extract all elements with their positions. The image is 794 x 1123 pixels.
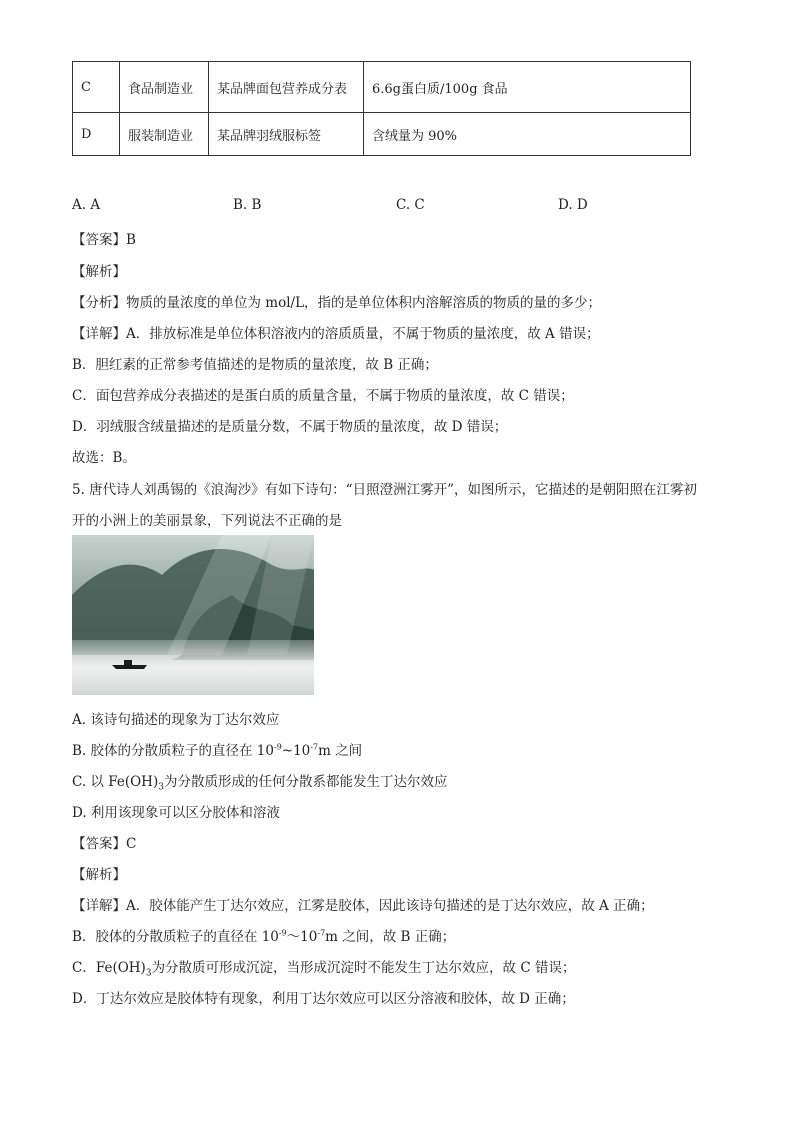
fenxi-text: 物质的量浓度的单位为 mol/L，指的是单位体积内溶解溶质的物质的量的多少； xyxy=(126,295,602,311)
text: B．胶体的分散质粒子的直径在 10 xyxy=(72,929,279,945)
answer-line xyxy=(72,228,136,248)
row-industry: 服装制造业 xyxy=(120,113,209,156)
subscript: 3 xyxy=(145,968,152,979)
detail-line-b: B．胆红素的正常参考值描述的是物质的量浓度，故 B 正确； xyxy=(72,357,438,373)
q5-detail-line-a xyxy=(72,894,654,914)
detail-text: A．排放标准是单位体积溶液内的溶质质量，不属于物质的量浓度，故 A 错误； xyxy=(126,326,600,342)
text: C. 以 Fe(OH) xyxy=(72,774,159,790)
q5-detail-line-c xyxy=(72,956,575,979)
text: 为分散质形成的任何分散系都能发生丁达尔效应 xyxy=(163,774,448,790)
text: ～10 xyxy=(286,929,318,945)
detail-line-d: D．羽绒服含绒量描述的是质量分数，不属于物质的量浓度，故 D 错误； xyxy=(72,419,508,435)
row-label: D xyxy=(73,113,120,156)
q5-analysis-tag: 【解析】 xyxy=(72,867,126,883)
detail-tag: 【详解】 xyxy=(72,898,126,914)
analysis-tag: 【解析】 xyxy=(72,264,126,280)
q5-stem-line2: 开的小洲上的美丽景象，下列说法不正确的是 xyxy=(72,513,342,529)
table-row xyxy=(73,62,691,113)
row-value: 6.6g蛋白质/100g 食品 xyxy=(364,62,691,113)
q5-option-b xyxy=(72,739,362,759)
table-row xyxy=(73,113,691,156)
text: B. 胶体的分散质粒子的直径在 10 xyxy=(72,743,274,759)
detail-line-c: C．面包营养成分表描述的是蛋白质的质量含量，不属于物质的量浓度，故 C 错误； xyxy=(72,388,574,404)
option-b: B. B xyxy=(233,197,262,213)
option-d: D. D xyxy=(558,197,588,213)
text: C．Fe(OH) xyxy=(72,960,146,976)
subscript: 3 xyxy=(158,782,164,793)
exponent: -7 xyxy=(317,928,326,938)
row-item: 某品牌羽绒服标签 xyxy=(209,113,364,156)
q5-option-a: A. 该诗句描述的现象为丁达尔效应 xyxy=(72,712,280,728)
detail-tag: 【详解】 xyxy=(72,326,126,342)
exponent: -9 xyxy=(273,742,282,752)
option-a: A. A xyxy=(72,197,101,213)
text: m 之间 xyxy=(318,743,363,759)
text: 为分散质可形成沉淀，当形成沉淀时不能发生丁达尔效应，故 C 错误； xyxy=(151,960,576,976)
fenxi-tag: 【分析】 xyxy=(72,295,126,311)
row-item: 某品牌面包营养成分表 xyxy=(209,62,364,113)
answer-tag: 【答案】 xyxy=(72,836,126,852)
fenxi-line xyxy=(72,291,601,311)
detail-text: A．胶体能产生丁达尔效应，江雾是胶体，因此该诗句描述的是丁达尔效应，故 A 正确； xyxy=(126,898,654,914)
answer-value: B xyxy=(126,232,136,248)
text: m 之间，故 B 正确； xyxy=(325,929,456,945)
q5-option-d: D. 利用该现象可以区分胶体和溶液 xyxy=(72,805,280,821)
row-industry: 食品制造业 xyxy=(120,62,209,113)
exponent: -7 xyxy=(310,742,319,752)
option-c: C. C xyxy=(396,197,425,213)
row-value: 含绒量为 90% xyxy=(364,113,691,156)
q5-stem-line1: 5. 唐代诗人刘禹锡的《浪淘沙》有如下诗句：“日照澄洲江雾开”，如图所示，它描述的是朝阳照在江雾初 xyxy=(72,482,697,498)
exponent: -9 xyxy=(278,928,287,938)
q5-answer-line xyxy=(72,832,136,852)
data-table xyxy=(72,61,691,156)
choice-line: 故选：B。 xyxy=(72,450,136,466)
answer-value: C xyxy=(126,836,137,852)
row-label: C xyxy=(73,62,120,113)
river-fog-illustration xyxy=(72,535,314,695)
river-fog-photo xyxy=(72,535,314,695)
q5-option-c xyxy=(72,770,447,793)
answer-tag: 【答案】 xyxy=(72,232,126,248)
q5-detail-line-b xyxy=(72,925,455,945)
text: ~10 xyxy=(281,743,311,759)
detail-line-a xyxy=(72,322,600,342)
q5-detail-line-d: D．丁达尔效应是胶体特有现象，利用丁达尔效应可以区分溶液和胶体，故 D 正确； xyxy=(72,991,575,1007)
